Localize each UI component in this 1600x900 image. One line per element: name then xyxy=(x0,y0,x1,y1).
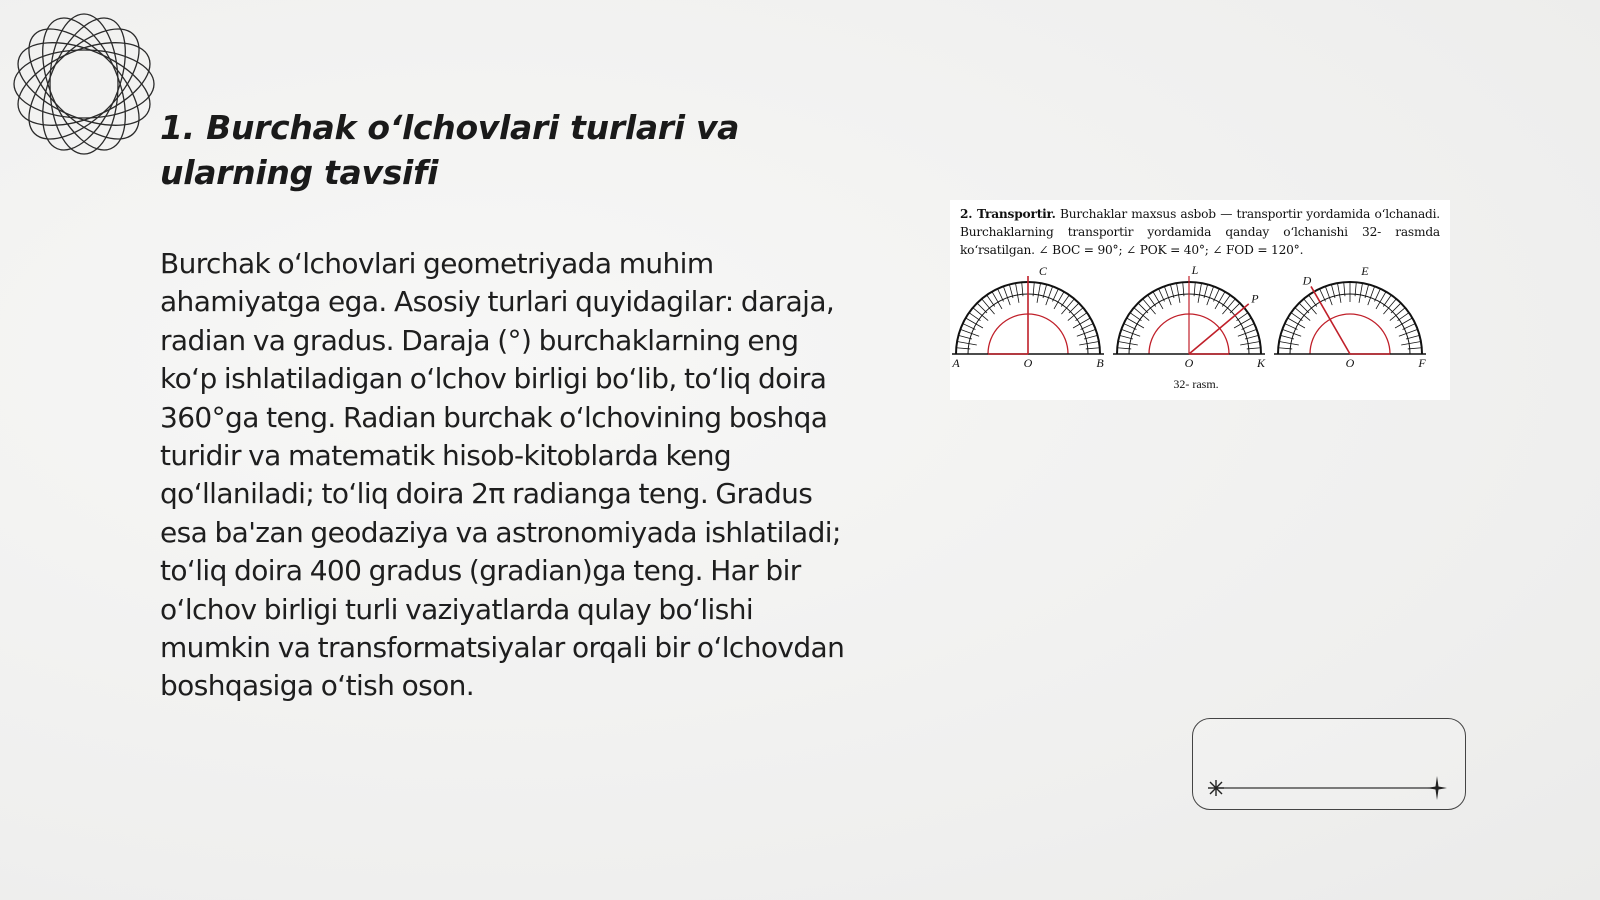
protractor-2 xyxy=(1113,263,1266,370)
protractor-3 xyxy=(1274,264,1426,370)
navigation-slider[interactable] xyxy=(1192,718,1466,810)
svg-text:A: A xyxy=(952,356,960,370)
svg-text:B: B xyxy=(1096,356,1104,370)
figure-caption-text: Burchaklar maxsus asbob — transportir yordamida o‘lchanadi. Burchaklarning transportir yordamida qanday o‘lchanishi 32- rasmda ko‘rsatilgan. ∠ BOC = 90°; ∠ POK = 40°; ∠ FOD = 120°. xyxy=(960,207,1440,257)
svg-text:D: D xyxy=(1302,273,1312,288)
slide-body-text: Burchak o‘lchovlari geometriyada muhim ahamiyatga ega. Asosiy turlari quyidagilar: daraja, radian va gradus. Daraja (°) burchaklarning eng ko‘p ishlatiladigan o‘lchov birligi bo‘lib, to‘liq doira 360°ga teng. Radian burchak o‘lchovining boshqa turidir va matematik hisob-kitoblarda keng qo‘llaniladi; to‘liq doira 2π radianga teng. Gradus esa ba'zan geodaziya va astronomiyada ishlatiladi; to‘liq doira 400 gradus (gradian)ga teng. Har bir o‘lchov birligi turli vaziyatlarda qulay bo‘lishi mumkin va transformatsiyalar orqali bir o‘lchovdan boshqasiga o‘tish oson. xyxy=(160,247,845,703)
protractor-diagram xyxy=(950,258,1450,400)
protractor-figure xyxy=(950,200,1450,400)
svg-text:F: F xyxy=(1418,356,1426,370)
figure-heading: 2. Transportir. xyxy=(960,207,1056,221)
svg-text:O: O xyxy=(1345,356,1355,370)
svg-text:O: O xyxy=(1023,356,1033,370)
figure-label: 32- rasm. xyxy=(1173,377,1219,391)
svg-text:O: O xyxy=(1184,356,1194,370)
svg-text:P: P xyxy=(1251,291,1259,306)
slide-title: 1. Burchak o‘lchovlari turlari va ularning tavsifi xyxy=(160,108,740,192)
sparkle-icon[interactable] xyxy=(1208,780,1224,796)
figure-caption xyxy=(960,205,1440,259)
protractor-1 xyxy=(951,264,1104,370)
svg-text:L: L xyxy=(1191,263,1199,278)
svg-text:C: C xyxy=(1038,264,1047,279)
svg-text:E: E xyxy=(1361,264,1369,279)
spirograph-logo-icon xyxy=(10,10,158,158)
plus-star-icon[interactable] xyxy=(1427,776,1447,800)
svg-text:K: K xyxy=(1256,356,1266,370)
